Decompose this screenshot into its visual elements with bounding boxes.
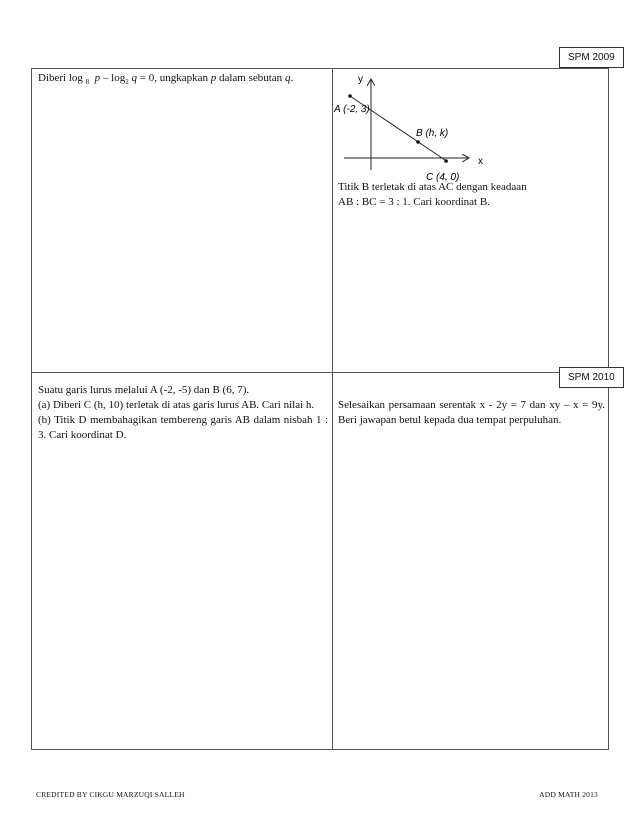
- q1-var-q: q: [131, 72, 137, 84]
- q2-line-1: Titik B terletak di atas AC dengan keadaan: [338, 181, 527, 193]
- q1-var-p2: p: [210, 72, 217, 84]
- point-b-label: B (h, k): [416, 128, 449, 139]
- q3-line-1: Suatu garis lurus melalui A (-2, -5) dan B (6, 7).: [38, 384, 250, 396]
- question-2: [338, 180, 603, 210]
- spm-2009-badge: SPM 2009: [559, 47, 624, 68]
- q1-var-q2: q: [284, 72, 291, 84]
- footer-title: ADD MATH 2013: [539, 790, 598, 799]
- point-a-label: A (-2, 3): [334, 104, 370, 115]
- row-divider: [31, 372, 609, 373]
- question-4: Selesaikan persamaan serentak x - 2y = 7 dan xy – x = 9y. Beri jawapan betul kepada dua tempat perpuluhan.: [338, 399, 605, 426]
- spm-2010-badge: SPM 2010: [559, 367, 624, 388]
- column-divider: [332, 68, 333, 750]
- q1-text-tail2: dalam sebutan: [216, 72, 285, 84]
- q1-var-p: p: [94, 72, 101, 84]
- footer-credit: CREDITED BY CIKGU MARZUQI SALLEH: [36, 790, 185, 799]
- q1-base-8: 8: [85, 78, 90, 87]
- y-axis-label: y: [358, 74, 363, 85]
- q1-text-mid: – log: [100, 72, 126, 84]
- q1-text: Diberi log: [38, 72, 83, 84]
- q1-text-end: .: [290, 72, 294, 84]
- x-axis-label: x: [478, 156, 483, 167]
- point-c-label: C (4, 0): [426, 172, 460, 183]
- point-c-marker: [444, 159, 448, 163]
- q3-part-b: (b) Titik D membahagikan tembereng garis AB dalam nisbah 1 : 3. Cari koordinat D.: [38, 414, 328, 441]
- point-a-marker: [348, 94, 352, 98]
- coordinate-graph: [334, 70, 488, 190]
- point-b-marker: [416, 140, 420, 144]
- q2-line-2: AB : BC = 3 : 1. Cari koordinat B.: [338, 196, 490, 208]
- q3-part-a: (a) Diberi C (h, 10) terletak di atas garis lurus AB. Cari nilai h.: [38, 399, 315, 411]
- q1-text-tail: = 0, ungkapkan: [136, 72, 211, 84]
- question-1: [38, 71, 328, 90]
- question-3: [38, 383, 328, 443]
- q1-base-2: 2: [125, 78, 129, 87]
